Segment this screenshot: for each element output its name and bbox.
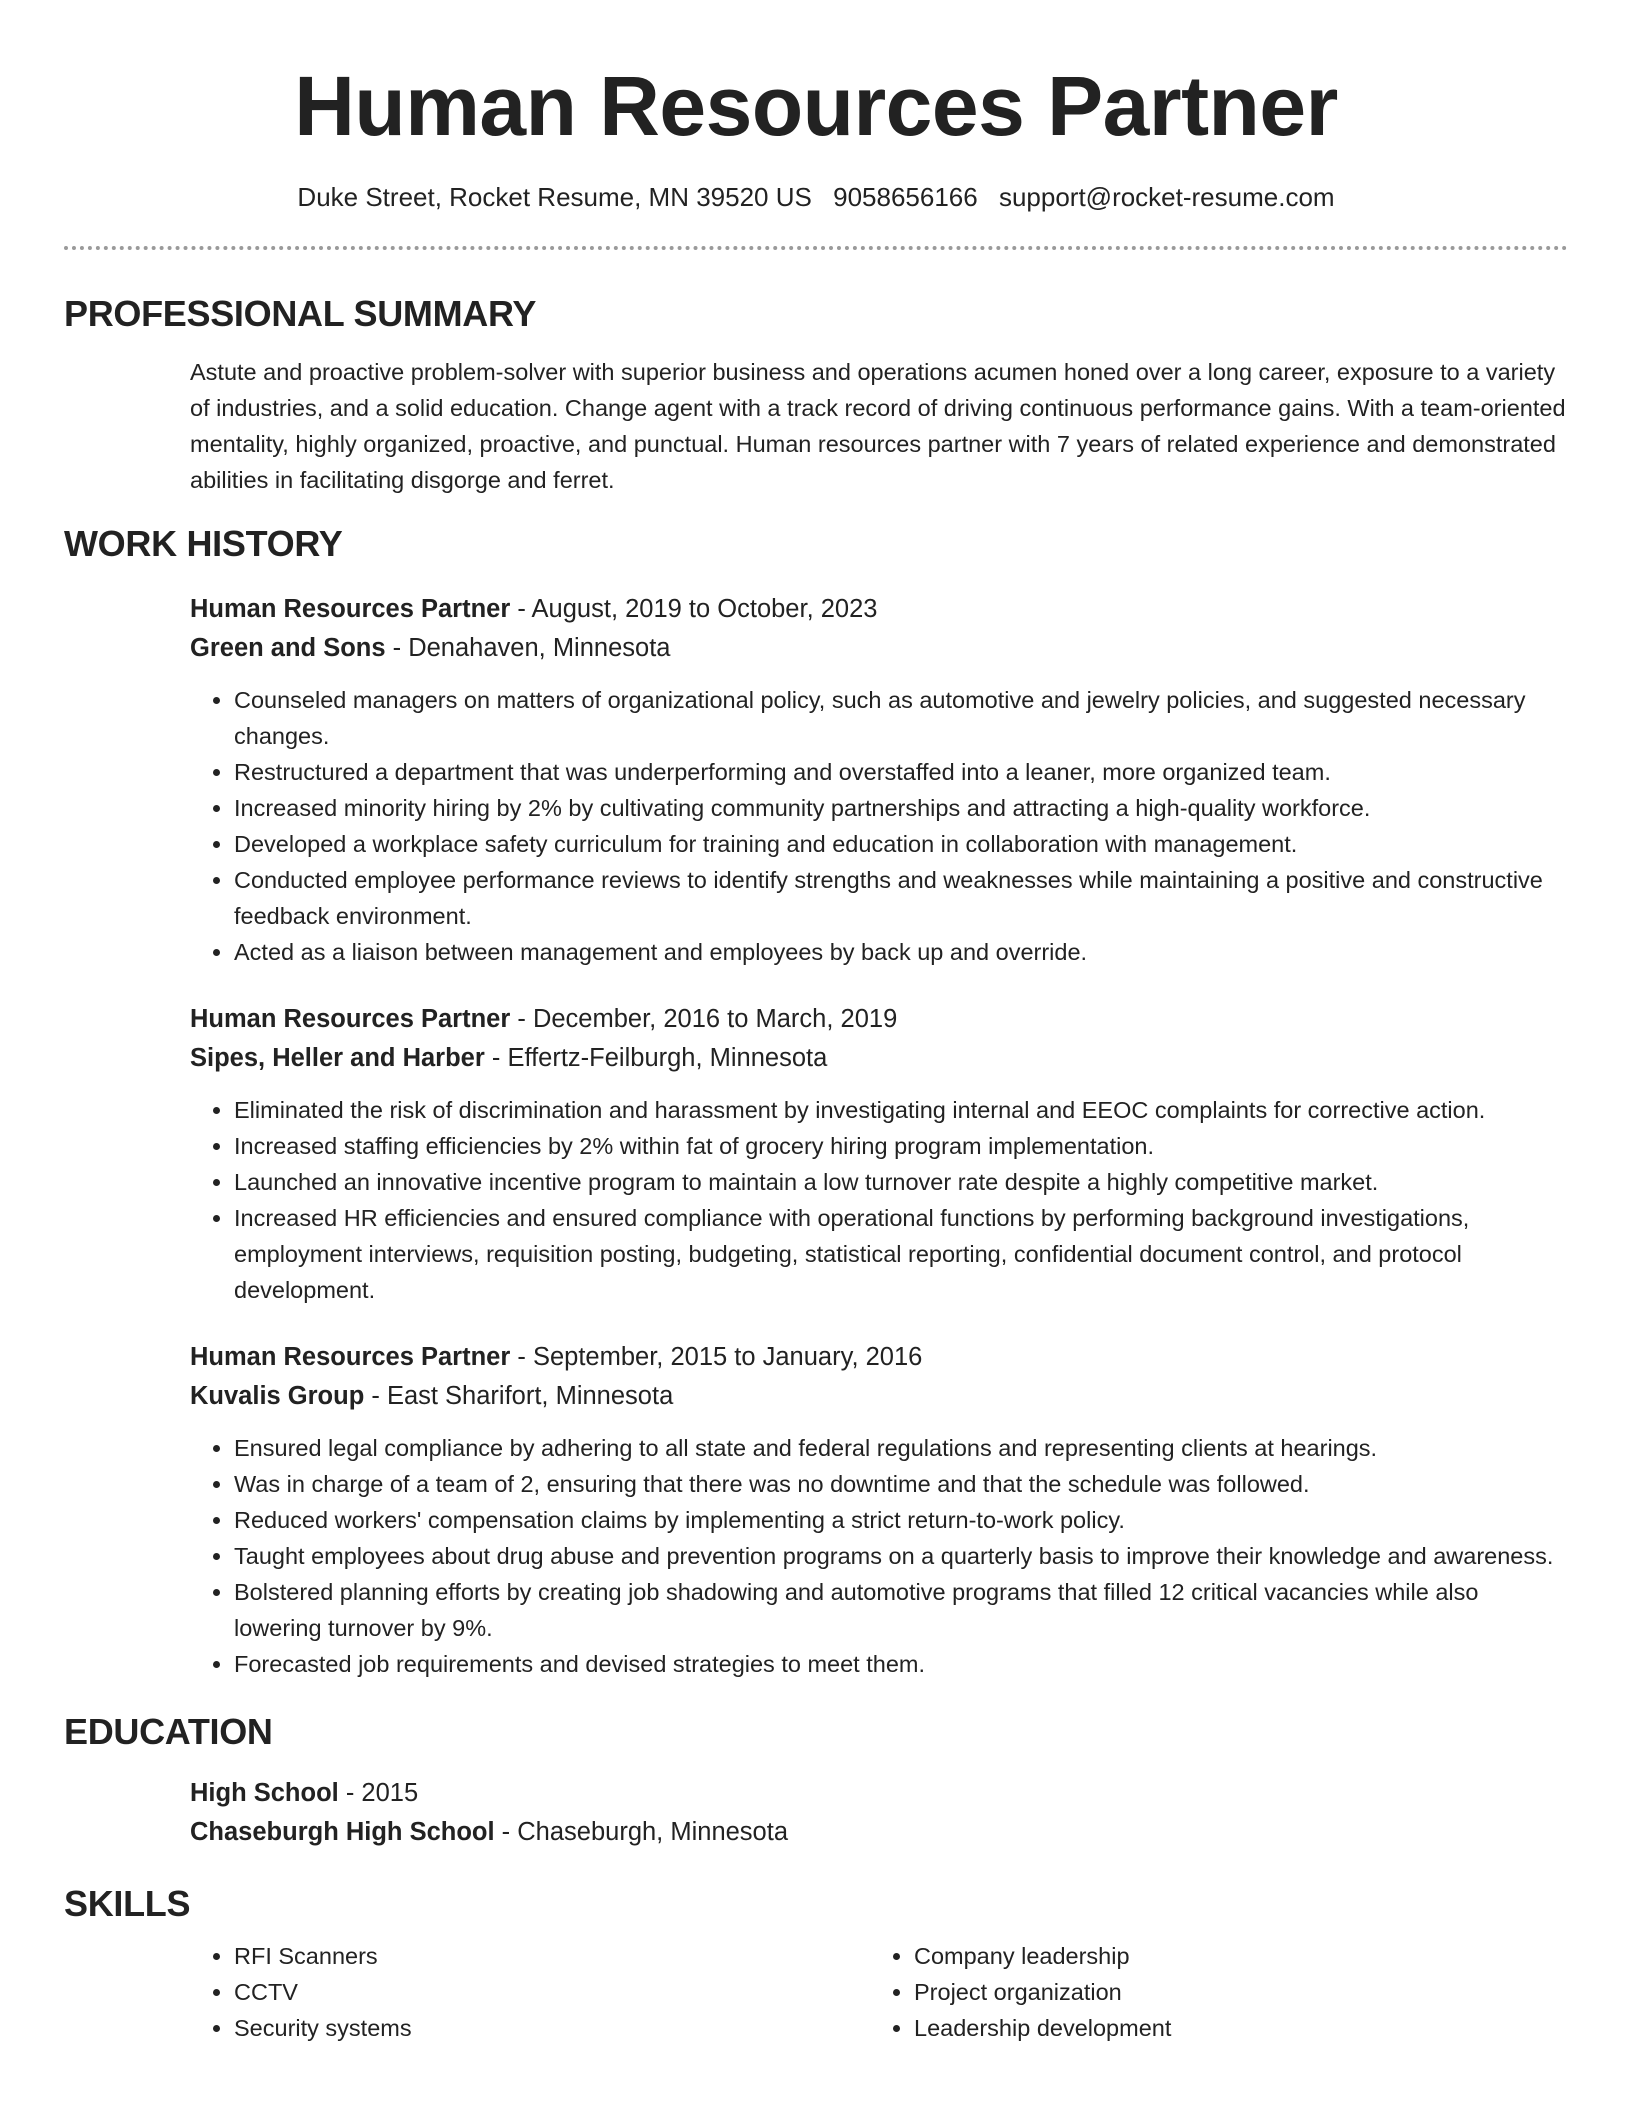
education-location: - Chaseburgh, Minnesota: [494, 1818, 789, 1846]
header-divider: [64, 246, 1568, 250]
job-title-line: [190, 1000, 1568, 1039]
list-item: • Increased minority hiring by 2% by cultivating community partnerships and attracting a high-quality workforce.: [234, 790, 1568, 826]
summary-text: Astute and proactive problem-solver with superior business and operations acumen honed over a long career, exposure to a variety of industries, and a solid education. Change agent with a track record of driving continuous performance gains. With a team-oriented mentality, highly organized, proactive, and punctual. Human resources partner with 7 years of related experience and demonstrated abilities in facilitating disgorge and ferret.: [190, 359, 1566, 493]
education-degree-line: [190, 1774, 1568, 1813]
skill-item: • Leadership development: [914, 2010, 1550, 2046]
skills-list: [190, 1938, 1568, 2046]
contact-line: [64, 180, 1568, 214]
contact-email: support@rocket-resume.com: [998, 182, 1335, 212]
job-company: Sipes, Heller and Harber: [190, 1044, 485, 1072]
work-history-heading: WORK HISTORY: [64, 523, 343, 564]
job-location: - East Sharifort, Minnesota: [364, 1382, 674, 1410]
skill-item: • Project organization: [914, 1974, 1550, 2010]
skill-item: • Company leadership: [914, 1938, 1550, 1974]
list-item: • Ensured legal compliance by adhering to all state and federal regulations and representing clients at hearings.: [234, 1430, 1568, 1466]
skill-item: • Security systems: [234, 2010, 870, 2046]
job-dates: - September, 2015 to January, 2016: [510, 1343, 923, 1371]
list-item: • Forecasted job requirements and devised strategies to meet them.: [234, 1646, 1568, 1682]
education-entry: [64, 1774, 1568, 1852]
list-item: • Bolstered planning efforts by creating job shadowing and automotive programs that filled 12 critical vacancies while also lowering turnover by 9%.: [234, 1574, 1568, 1646]
job-bullets: [190, 1430, 1568, 1682]
job-company-line: [190, 629, 1568, 668]
list-item: • Increased staffing efficiencies by 2% within fat of grocery hiring program implementation.: [234, 1128, 1568, 1164]
list-item: • Increased HR efficiencies and ensured compliance with operational functions by performing background investigations, employment interviews, requisition posting, budgeting, statistical reporting, confidential document control, and protocol development.: [234, 1200, 1568, 1308]
skill-item: • RFI Scanners: [234, 1938, 870, 1974]
education-heading: EDUCATION: [64, 1711, 273, 1752]
job-company-line: [190, 1377, 1568, 1416]
list-item: • Reduced workers' compensation claims by implementing a strict return-to-work policy.: [234, 1502, 1568, 1538]
job-entry: [64, 1000, 1568, 1308]
education-year: - 2015: [338, 1779, 419, 1807]
job-location: - Effertz-Feilburgh, Minnesota: [484, 1044, 828, 1072]
skill-item: • CCTV: [234, 1974, 870, 2010]
skills-column-left: [190, 1938, 870, 2046]
list-item: • Eliminated the risk of discrimination and harassment by investigating internal and EEOC complaints for corrective action.: [234, 1092, 1568, 1128]
job-title-line: [190, 1338, 1568, 1377]
education-school-line: [190, 1813, 1568, 1852]
list-item: • Was in charge of a team of 2, ensuring that there was no downtime and that the schedule was followed.: [234, 1466, 1568, 1502]
job-role: Human Resources Partner: [190, 1343, 511, 1371]
candidate-name: Human Resources Partner: [294, 59, 1338, 153]
list-item: • Launched an innovative incentive program to maintain a low turnover rate despite a highly competitive market.: [234, 1164, 1568, 1200]
job-role: Human Resources Partner: [190, 1005, 511, 1033]
list-item: • Acted as a liaison between management and employees by back up and override.: [234, 934, 1568, 970]
job-dates: - December, 2016 to March, 2019: [510, 1005, 898, 1033]
job-company-line: [190, 1039, 1568, 1078]
job-role: Human Resources Partner: [190, 595, 511, 623]
summary-heading: PROFESSIONAL SUMMARY: [64, 293, 537, 334]
job-bullets: [190, 682, 1568, 970]
job-company: Green and Sons: [190, 634, 386, 662]
list-item: • Developed a workplace safety curriculum for training and education in collaboration with management.: [234, 826, 1568, 862]
list-item: • Counseled managers on matters of organizational policy, such as automotive and jewelry policies, and suggested necessary changes.: [234, 682, 1568, 754]
job-dates: - August, 2019 to October, 2023: [510, 595, 878, 623]
education-school: Chaseburgh High School: [190, 1818, 495, 1846]
list-item: • Restructured a department that was underperforming and overstaffed into a leaner, more organized team.: [234, 754, 1568, 790]
skills-heading: SKILLS: [64, 1883, 191, 1924]
education-degree: High School: [190, 1779, 339, 1807]
contact-phone: 9058656166: [833, 182, 978, 212]
resume-page: [64, 0, 1568, 2046]
job-entry: [64, 1338, 1568, 1682]
job-entry: [64, 590, 1568, 970]
contact-address: Duke Street, Rocket Resume, MN 39520 US: [297, 182, 812, 212]
job-company: Kuvalis Group: [190, 1382, 365, 1410]
job-title-line: [190, 590, 1568, 629]
list-item: • Conducted employee performance reviews to identify strengths and weaknesses while maintaining a positive and constructive feedback environment.: [234, 862, 1568, 934]
job-location: - Denahaven, Minnesota: [385, 634, 671, 662]
job-bullets: [190, 1092, 1568, 1308]
skills-column-right: [870, 1938, 1550, 2046]
list-item: • Taught employees about drug abuse and prevention programs on a quarterly basis to improve their knowledge and awareness.: [234, 1538, 1568, 1574]
